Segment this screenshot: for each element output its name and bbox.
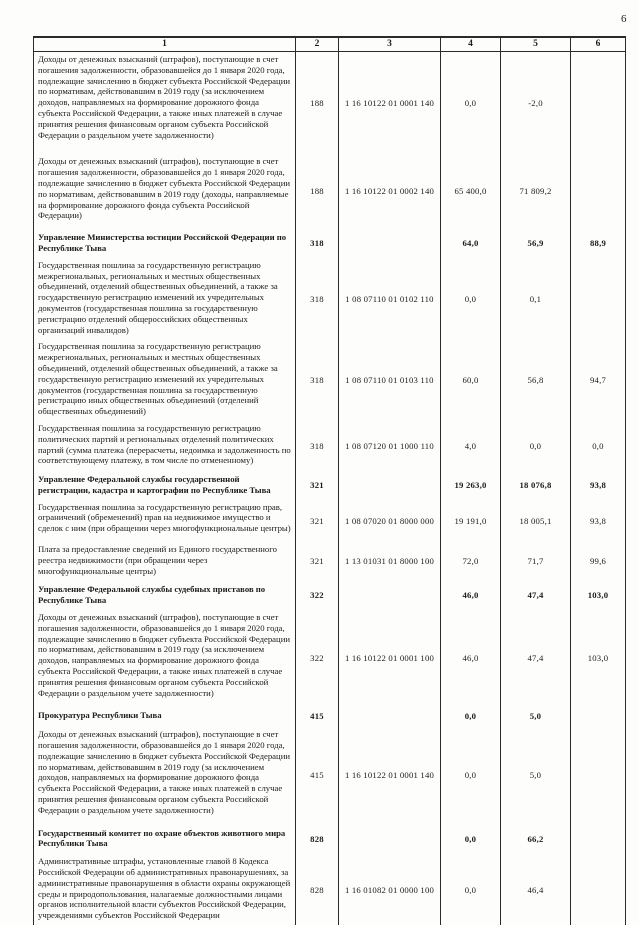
table-row <box>34 610 626 705</box>
percent-value: 103,0 <box>571 580 626 610</box>
admin-code: 828 <box>296 824 339 855</box>
admin-code: 321 <box>296 500 339 542</box>
kbk-code: 1 16 10122 01 0001 140 <box>339 52 441 155</box>
admin-code: 318 <box>296 258 339 340</box>
kbk-code: 1 16 10122 01 0001 100 <box>339 610 441 705</box>
column-header: 1 <box>34 37 296 52</box>
plan-value: 19 263,0 <box>441 470 501 500</box>
kbk-code: 1 08 07110 01 0103 110 <box>339 339 441 421</box>
admin-code: 318 <box>296 228 339 258</box>
plan-value: 60,0 <box>441 339 501 421</box>
fact-value: 5,0 <box>501 705 571 727</box>
percent-value: 93,8 <box>571 470 626 500</box>
fact-value: 46,4 <box>501 854 571 925</box>
percent-value: 88,9 <box>571 228 626 258</box>
fact-value: 47,4 <box>501 580 571 610</box>
column-header: 4 <box>441 37 501 52</box>
section-row <box>34 228 626 258</box>
table-row <box>34 500 626 542</box>
column-header: 5 <box>501 37 571 52</box>
table-header-row <box>34 37 626 52</box>
column-header: 3 <box>339 37 441 52</box>
plan-value: 0,0 <box>441 52 501 155</box>
fact-value: 47,4 <box>501 610 571 705</box>
percent-value: 0,0 <box>571 421 626 470</box>
kbk-code <box>339 580 441 610</box>
fact-value: 66,2 <box>501 824 571 855</box>
row-description: Административные штрафы, установленные главой 8 Кодекса Российской Федерации об административных правонарушениях, за административные правонарушения в области охраны окружающей среды и природопользования, налагаемые должностными лицами органов исполнительной власти субъектов Российской Федерации, учреждениями субъектов Российской Федерации <box>34 854 296 925</box>
table-row <box>34 727 626 823</box>
table-row <box>34 154 626 228</box>
percent-value <box>571 705 626 727</box>
admin-code: 318 <box>296 421 339 470</box>
kbk-code <box>339 705 441 727</box>
row-description: Управление Федеральной службы государственной регистрации, кадастра и картографии по Республике Тыва <box>34 470 296 500</box>
section-row <box>34 705 626 727</box>
admin-code: 828 <box>296 854 339 925</box>
table-row <box>34 258 626 340</box>
plan-value: 72,0 <box>441 542 501 580</box>
percent-value: 103,0 <box>571 610 626 705</box>
table-row <box>34 52 626 155</box>
admin-code: 318 <box>296 339 339 421</box>
kbk-code: 1 08 07120 01 1000 110 <box>339 421 441 470</box>
table-row <box>34 854 626 925</box>
row-description: Плата за предоставление сведений из Единого государственного реестра недвижимости (при обращении через многофункциональные центры) <box>34 542 296 580</box>
percent-value <box>571 727 626 823</box>
kbk-code <box>339 470 441 500</box>
page-number: 6 <box>621 13 627 25</box>
row-description: Государственный комитет по охране объектов животного мира Республики Тыва <box>34 824 296 855</box>
admin-code: 322 <box>296 580 339 610</box>
row-description: Государственная пошлина за государственную регистрацию межрегиональных, региональных и местных общественных объединений, отделений общественных объединений, а также за государственную регистрацию изменений их учредительных документов (государственная пошлина за государственную регистрацию отделений общероссийских общественных организаций инвалидов) <box>34 258 296 340</box>
fact-value: 56,9 <box>501 228 571 258</box>
row-description: Государственная пошлина за государственную регистрацию межрегиональных, региональных и местных общественных объединений, отделений общественных объединений, а также за государственную регистрацию изменений их учредительных документов (государственная пошлина за государственную регистрацию иных общественных объединений (отделений общественных объединений) <box>34 339 296 421</box>
fact-value: 56,8 <box>501 339 571 421</box>
admin-code: 415 <box>296 727 339 823</box>
kbk-code: 1 08 07110 01 0102 110 <box>339 258 441 340</box>
percent-value: 94,7 <box>571 339 626 421</box>
kbk-code <box>339 228 441 258</box>
plan-value: 0,0 <box>441 854 501 925</box>
table-row <box>34 339 626 421</box>
section-row <box>34 824 626 855</box>
admin-code: 321 <box>296 542 339 580</box>
table-row <box>34 421 626 470</box>
plan-value: 65 400,0 <box>441 154 501 228</box>
fact-value: 0,0 <box>501 421 571 470</box>
admin-code: 188 <box>296 52 339 155</box>
row-description: Управление Федеральной службы судебных приставов по Республике Тыва <box>34 580 296 610</box>
percent-value <box>571 854 626 925</box>
plan-value: 0,0 <box>441 705 501 727</box>
admin-code: 321 <box>296 470 339 500</box>
plan-value: 46,0 <box>441 580 501 610</box>
plan-value: 0,0 <box>441 727 501 823</box>
fact-value: 71 809,2 <box>501 154 571 228</box>
budget-revenues-table <box>33 36 626 925</box>
row-description: Управление Министерства юстиции Российской Федерации по Республике Тыва <box>34 228 296 258</box>
fact-value: 71,7 <box>501 542 571 580</box>
row-description: Доходы от денежных взысканий (штрафов), поступающие в счет погашения задолженности, образовавшейся до 1 января 2020 года, подлежащие зачислению в бюджет субъекта Российской Федерации по нормативам, действовавшим в 2019 году (за исключением доходов, направляемых на формирование дорожного фонда субъекта Российской Федерации, а также иных платежей в случае принятия решения финансовым органом субъекта Российской Федерации о раздельном учете задолженности) <box>34 727 296 823</box>
row-description: Доходы от денежных взысканий (штрафов), поступающие в счет погашения задолженности, образовавшейся до 1 января 2020 года, подлежащие зачислению в бюджет субъекта Российской Федерации по нормативам, действовавшим в 2019 году (доходы, направляемые на формирование дорожного фонда субъекта Российской Федерации) <box>34 154 296 228</box>
row-description: Государственная пошлина за государственную регистрацию политических партий и региональных отделений политических партий (сумма платежа (перерасчеты, недоимка и задолженность по соответствующему платежу, в том числе по отмененному) <box>34 421 296 470</box>
fact-value: 0,1 <box>501 258 571 340</box>
row-description: Прокуратура Республики Тыва <box>34 705 296 727</box>
admin-code: 322 <box>296 610 339 705</box>
admin-code: 415 <box>296 705 339 727</box>
plan-value: 0,0 <box>441 824 501 855</box>
row-description: Доходы от денежных взысканий (штрафов), поступающие в счет погашения задолженности, образовавшейся до 1 января 2020 года, подлежащие зачислению в бюджет субъекта Российской Федерации по нормативам, действовавшим в 2019 году (за исключением доходов, направляемых на формирование дорожного фонда субъекта Российской Федерации, а также иных платежей в случае принятия решения финансовым органом субъекта Российской Федерации о раздельном учете задолженности) <box>34 52 296 155</box>
plan-value: 64,0 <box>441 228 501 258</box>
plan-value: 4,0 <box>441 421 501 470</box>
kbk-code: 1 16 10122 01 0001 140 <box>339 727 441 823</box>
percent-value <box>571 154 626 228</box>
kbk-code: 1 16 10122 01 0002 140 <box>339 154 441 228</box>
fact-value: 18 076,8 <box>501 470 571 500</box>
section-row <box>34 580 626 610</box>
kbk-code: 1 08 07020 01 8000 000 <box>339 500 441 542</box>
fact-value: 5,0 <box>501 727 571 823</box>
percent-value <box>571 258 626 340</box>
row-description: Государственная пошлина за государственную регистрацию прав, ограничений (обременений) прав на недвижимое имущество и сделок с ним (при обращении через многофункциональные центры) <box>34 500 296 542</box>
percent-value <box>571 824 626 855</box>
table-body <box>34 52 626 925</box>
plan-value: 46,0 <box>441 610 501 705</box>
kbk-code <box>339 824 441 855</box>
percent-value: 99,6 <box>571 542 626 580</box>
kbk-code: 1 13 01031 01 8000 100 <box>339 542 441 580</box>
percent-value: 93,8 <box>571 500 626 542</box>
column-header: 6 <box>571 37 626 52</box>
section-row <box>34 470 626 500</box>
percent-value <box>571 52 626 155</box>
column-header: 2 <box>296 37 339 52</box>
plan-value: 19 191,0 <box>441 500 501 542</box>
row-description: Доходы от денежных взысканий (штрафов), поступающие в счет погашения задолженности, образовавшейся до 1 января 2020 года, подлежащие зачислению в бюджет субъекта Российской Федерации по нормативам, действовавшим в 2019 году (за исключением доходов, направляемых на формирование дорожного фонда субъекта Российской Федерации, а также иных платежей в случае принятия решения финансовым органом субъекта Российской Федерации о раздельном учете задолженности) <box>34 610 296 705</box>
fact-value: 18 005,1 <box>501 500 571 542</box>
plan-value: 0,0 <box>441 258 501 340</box>
kbk-code: 1 16 01082 01 0000 100 <box>339 854 441 925</box>
admin-code: 188 <box>296 154 339 228</box>
fact-value: -2,0 <box>501 52 571 155</box>
table-row <box>34 542 626 580</box>
